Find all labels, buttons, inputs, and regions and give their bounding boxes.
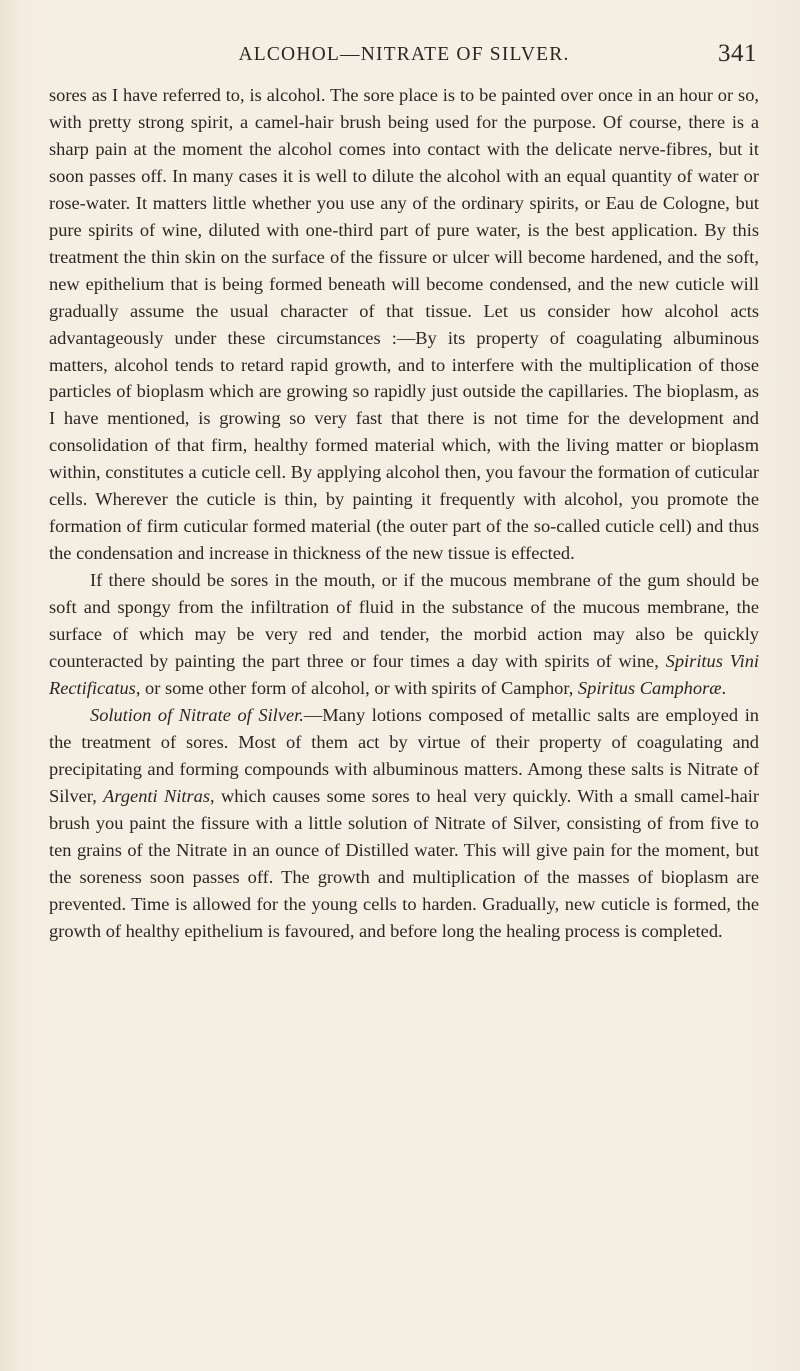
- paragraph-text: —Many lotions composed of metallic salts are employed in the treatment of sores. Most of them act by virtue of their property of coagulating and precipitating and forming compounds with albuminous matters. Among these salts is Nitrate of Silver,: [49, 704, 759, 806]
- latin-term-spiritus-camphorae: Spiritus Camphoræ: [577, 677, 722, 698]
- paragraph-text: If there should be sores in the mouth, or if the mucous membrane of the gum should be soft and spongy from the infiltration of fluid in the substance of the mucous membrane, the surface of which may be very red and tender, the morbid action may also be quickly counteracted by painting the part three or four times a day with spirits of wine,: [49, 570, 759, 672]
- latin-term-argenti-nitras: Argenti Nitras: [103, 785, 210, 806]
- running-head: [49, 40, 759, 74]
- paragraph-text: , or some other form of alcohol, or with spirits of Camphor,: [135, 677, 578, 698]
- paragraph-alcohol-treatment: [49, 82, 759, 567]
- paragraph-text: sores as I have referred to, is alcohol. The sore place is to be painted over once in an hour or so, with pretty strong spirit, a camel-hair brush being used for the purpose. Of course, there is a sharp pain at the moment the alcohol comes into contact with the delicate nerve-fibres, but it soon passes off. In many cases it is well to dilute the alcohol with an equal quantity of water or rose-water. It matters little whether you use any of the ordinary spirits, or Eau de Cologne, but pure spirits of wine, diluted with one-third part of pure water, is the best application. By this treatment the thin skin on the surface of the fissure or ulcer will become hardened, and the soft, new epithelium that is being formed beneath will become condensed, and the new cuticle will gradually assume the usual character of that tissue. Let us consider how alcohol acts advantageously under these circumstances :—By its property of coagulating albuminous matters, alcohol tends to retard rapid growth, and to interfere with the multiplication of those particles of bioplasm which are growing so rapidly just outside the capillaries. The bioplasm, as I have mentioned, is growing so very fast that there is not time for the development and consolidation of that firm, healthy formed material which, with the living matter or bioplasm within, constitutes a cuticle cell. By applying alcohol then, you favour the formation of cuticular cells. Wherever the cuticle is thin, by painting it frequently with alcohol, you promote the formation of firm cuticular formed material (the outer part of the so-called cuticle cell) and thus the condensation and increase in thickness of the new tissue is effected.: [49, 85, 759, 564]
- body-text: [49, 82, 759, 945]
- paragraph-nitrate-of-silver: [49, 702, 759, 945]
- paragraph-mouth-sores: [49, 567, 759, 702]
- latin-term-spiritus-vini: Spiritus Vini Rectificatus: [49, 651, 759, 698]
- paragraph-text: .: [721, 677, 727, 698]
- paragraph-text: , which causes some sores to heal very quickly. With a small camel-hair brush you paint the fissure with a little solution of Nitrate of Silver, consisting of from five to ten grains of the Nitrate in an ounce of Distilled water. This will give pain for the moment, but the soreness soon passes off. The growth and multiplication of the masses of bioplasm are prevented. Time is allowed for the young cells to harden. Gradually, new cuticle is formed, the growth of healthy epithelium is favoured, and before long the healing process is completed.: [49, 785, 759, 941]
- running-title: ALCOHOL—NITRATE OF SILVER.: [238, 44, 570, 65]
- section-heading-nitrate-of-silver: Solution of Nitrate of Silver.: [90, 704, 304, 725]
- page-number: 341: [718, 40, 757, 67]
